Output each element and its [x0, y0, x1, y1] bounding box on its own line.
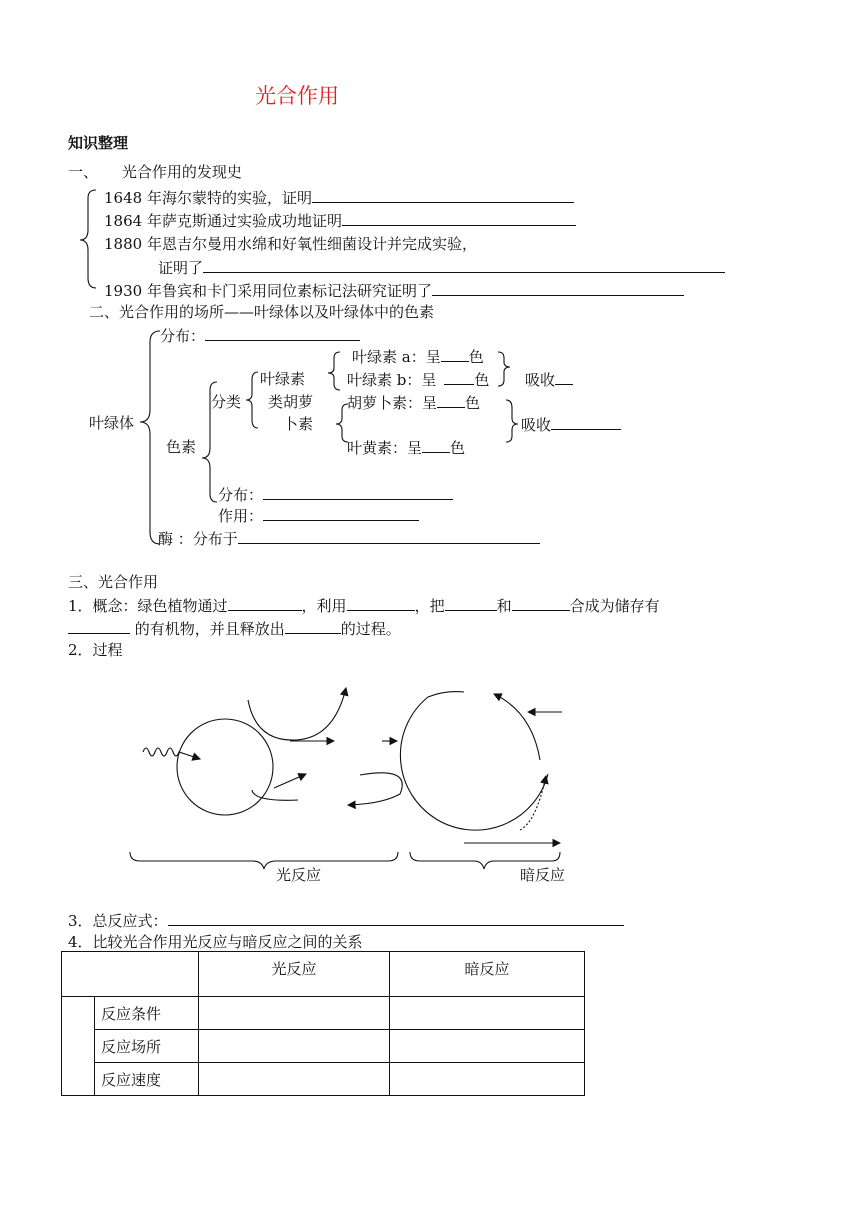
page-title: 光合作用	[255, 84, 339, 108]
section-heading: 知识整理	[68, 134, 129, 152]
color-label: 色	[450, 439, 466, 457]
xanthophyll-label: 叶黄素：呈	[347, 439, 423, 457]
table-cell[interactable]	[199, 1030, 390, 1063]
table-header-row	[62, 952, 585, 997]
section2-label: 二、光合作用的场所——叶绿体以及叶绿体中的色素	[89, 303, 435, 321]
dark-reaction-circle	[400, 692, 548, 831]
table-header-cell: 光反应	[199, 952, 390, 997]
color-label: 色	[465, 394, 481, 412]
concept-text: 的过程。	[340, 620, 401, 638]
concept-text: 和	[496, 597, 512, 615]
table-cell[interactable]	[199, 1063, 390, 1096]
chloroplast-brace	[140, 331, 160, 544]
color-label: 色	[474, 371, 490, 389]
history-item-1-text: 1648 年海尔蒙特的实验，证明	[104, 189, 312, 207]
carotene-label: 胡萝卜素：呈	[347, 394, 438, 412]
concept-text: ，利用	[301, 597, 347, 615]
equation-label: 3．总反应式：	[68, 912, 168, 930]
light-wave-arrow	[143, 748, 200, 759]
enzyme-label: 酶 ：分布于	[158, 530, 238, 548]
upper-curve-arrow	[248, 688, 346, 740]
carotenoid-absorb-brace	[506, 400, 518, 442]
dark-brace	[410, 852, 560, 869]
classify-label: 分类	[211, 393, 242, 411]
lower-curve	[252, 790, 298, 800]
table-cell[interactable]	[390, 1030, 585, 1063]
chloroplast-distribution-label: 分布：	[160, 327, 206, 345]
table-cell[interactable]	[390, 1063, 585, 1096]
concept-text: 的有机物，并且释放出	[130, 620, 285, 638]
history-item-2-text: 1864 年萨克斯通过实验成功地证明	[104, 212, 342, 230]
carotenoid-label-2: 卜素	[283, 415, 314, 433]
table-row-label: 反应速度	[95, 1063, 199, 1096]
history-item-3b-text: 证明了	[158, 259, 204, 277]
carotenoid-label-1: 类胡萝	[268, 393, 314, 411]
pigment-brace	[202, 382, 217, 502]
table-row-label: 反应条件	[95, 997, 199, 1030]
table-row	[62, 997, 585, 1030]
section1-label: 一、 光合作用的发现史	[68, 163, 242, 181]
table-row-label: 反应场所	[95, 1030, 199, 1063]
table-header-cell: 暗反应	[390, 952, 585, 997]
chlorophyll-absorb-brace	[498, 352, 510, 386]
chl-b-label: 叶绿素 b：呈	[347, 371, 437, 389]
carotenoid-brace	[336, 404, 348, 442]
compare-label: 4．比较光合作用光反应与暗反应之间的关系	[68, 933, 363, 951]
absorb-label: 吸收	[521, 416, 552, 434]
color-label: 色	[468, 348, 484, 366]
light-brace	[130, 852, 398, 869]
dark-top-arrow	[494, 694, 540, 760]
pigment-label: 色素	[166, 438, 197, 456]
concept-text: ，把	[414, 597, 445, 615]
right-arrow-2	[274, 774, 306, 788]
table-header-cell	[62, 952, 199, 997]
chloroplast-label: 叶绿体	[89, 414, 135, 432]
history-item-4-text: 1930 年鲁宾和卡门采用同位素标记法研究证明了	[104, 282, 432, 300]
table-group-cell	[62, 997, 95, 1096]
pigment-function-label: 作用：	[218, 507, 264, 525]
table-cell[interactable]	[390, 997, 585, 1030]
absorb-label: 吸收	[525, 371, 556, 389]
chlorophyll-brace	[328, 352, 340, 390]
chlorophyll-label: 叶绿素	[260, 370, 306, 388]
classify-brace	[246, 372, 258, 428]
section3-label: 三、光合作用	[68, 573, 159, 591]
concept-text: 1．概念：绿色植物通过	[68, 597, 228, 615]
process-label: 2．过程	[68, 641, 123, 659]
concept-text: 合成为储存有	[569, 597, 660, 615]
table-cell[interactable]	[199, 997, 390, 1030]
table-row	[62, 1063, 585, 1096]
light-reaction-circle	[177, 719, 273, 815]
left-output-curve	[348, 773, 402, 805]
chl-a-label: 叶绿素 a：呈	[352, 348, 441, 366]
history-item-3: 1880 年恩吉尔曼用水绵和好氧性细菌设计并完成实验，	[104, 235, 477, 253]
history-brace	[80, 190, 96, 288]
table-row	[62, 1030, 585, 1063]
comparison-table	[61, 951, 585, 1096]
pigment-distribution-label: 分布：	[218, 486, 264, 504]
light-reaction-label: 光反应	[276, 866, 322, 884]
dark-reaction-label: 暗反应	[520, 866, 566, 884]
